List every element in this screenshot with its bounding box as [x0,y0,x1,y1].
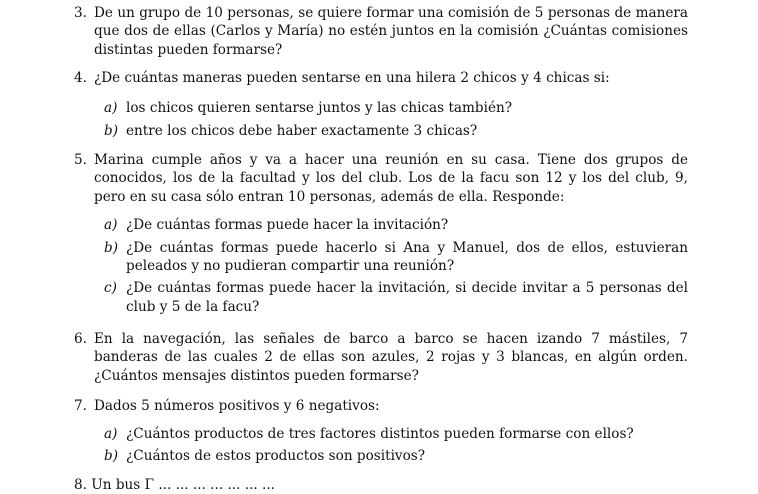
sub-item-a [104,425,688,443]
problem-4 [74,69,688,140]
sub-item-text: ¿Cuántos de estos productos son positivos? [126,447,426,464]
problem-5 [74,151,688,316]
sub-item-text: ¿De cuántas formas puede hacerlo si Ana y Manuel, dos de ellos, estuvieran peleados y no pudieran compartir una reunión? [126,239,688,275]
problem-text: Marina cumple años y va a hacer una reunión en su casa. Tiene dos grupos de conocidos, los de la facultad y los del club. Los de la facu son 12 y los del club, 9, pero en su casa sólo entran 10 personas, además de ella. Responde: [94,152,688,205]
sub-item-text: ¿Cuántos productos de tres factores distintos pueden formarse con ellos? [126,426,634,443]
sub-item-a [104,99,688,117]
sub-item-label: b) [104,239,119,256]
problem-3 [74,4,688,59]
problem-text: ¿De cuántas maneras pueden sentarse en una hilera 2 chicos y 4 chicas si: [94,70,610,86]
sub-item-b [104,122,688,140]
sub-item-text: ¿De cuántas formas puede hacer la invitación, si decide invitar a 5 personas del club y 5 de la facu? [126,280,688,315]
cut-off-line [74,476,688,493]
cut-off-text: 8. Un bus Γ ... ... ... ... ... ... ... [74,477,275,493]
sub-item-label: a) [104,217,118,234]
sub-item-label: c) [104,280,117,297]
problem-number: 3. [74,5,87,21]
sub-item-b [104,447,688,465]
sub-item-text: ¿De cuántas formas puede hacer la invitación? [126,217,449,234]
sub-item-label: b) [104,122,119,139]
problem-6 [74,330,688,385]
problem-number: 4. [74,70,87,86]
sub-item-label: a) [104,100,118,117]
sub-item-text: los chicos quieren sentarse juntos y las chicas también? [126,100,513,117]
problem-text: En la navegación, las señales de barco a barco se hacen izando 7 mástiles, 7 banderas de las cuales 2 de ellas son azules, 2 rojas y 3 blancas, en algún orden. ¿Cuántos mensajes distintos pueden formarse? [94,331,688,384]
sub-item-text: entre los chicos debe haber exactamente 3 chicas? [126,122,478,139]
sub-item-label: a) [104,426,118,443]
sub-item-label: b) [104,447,119,464]
sub-item-a [104,216,688,234]
problem-number: 7. [74,398,87,414]
problem-number: 6. [74,331,87,347]
problem-text: Dados 5 números positivos y 6 negativos: [94,398,380,414]
problem-text: De un grupo de 10 personas, se quiere formar una comisión de 5 personas de manera que dos de ellas (Carlos y María) no estén juntos en la comisión ¿Cuántas comisiones distintas pueden formarse? [94,5,688,58]
problem-7 [74,397,688,465]
sub-item-b [104,239,688,276]
sub-item-c [104,279,688,316]
problem-number: 5. [74,152,87,168]
